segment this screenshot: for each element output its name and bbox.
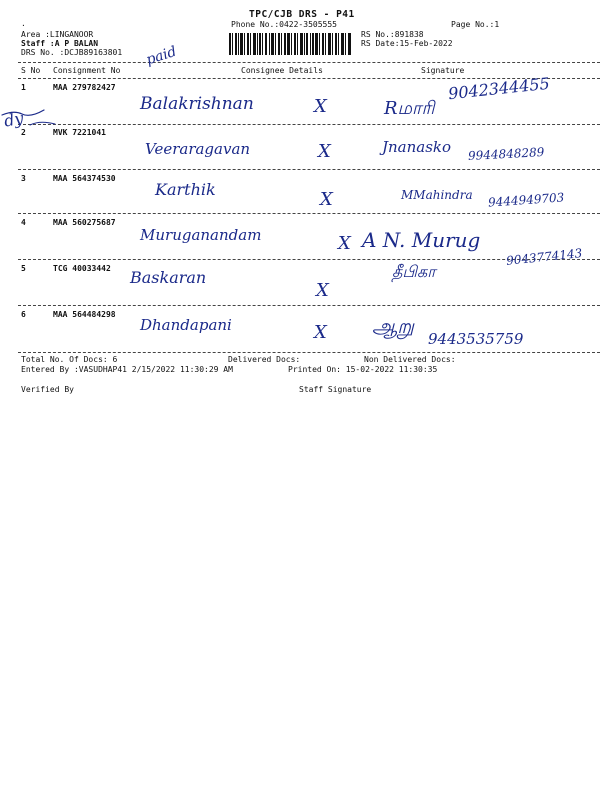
- entered-by: Entered By :VASUDHAP41 2/15/2022 11:30:29 AM: [21, 365, 233, 374]
- row-1-phone: 9042344455: [447, 73, 551, 104]
- row-4-consignment: MAA 560275687: [53, 218, 116, 227]
- staff-signature-label: Staff Signature: [299, 385, 372, 394]
- row-5-consignment: TCG 40033442: [53, 264, 111, 273]
- page-number: Page No.:1: [451, 20, 500, 29]
- row-6-signature: ஆறு: [372, 314, 415, 338]
- top-margin-note: paid: [144, 43, 179, 69]
- row-4-sno: 4: [21, 218, 26, 227]
- delivered-docs: Delivered Docs:: [228, 355, 301, 364]
- row-5-divider: [18, 305, 600, 306]
- barcode-icon: [229, 33, 351, 55]
- rs-number: RS No.:891838: [361, 30, 424, 39]
- row-4-mark: X: [338, 233, 351, 254]
- area-label: Area :LINGANOOR: [21, 30, 94, 39]
- row-6-consignment: MAA 564484298: [53, 310, 116, 319]
- row-1-consignee-name: Balakrishnan: [140, 94, 254, 114]
- row-3-consignment: MAA 564374530: [53, 174, 116, 183]
- total-docs: Total No. Of Docs: 6: [21, 355, 118, 364]
- rs-date: RS Date:15-Feb-2022: [361, 39, 453, 48]
- phone-number: Phone No.:0422-3505555: [231, 20, 337, 29]
- row-6-consignee-name: Dhandapani: [140, 316, 232, 334]
- staff-label: Staff :A P BALAN: [21, 39, 99, 48]
- row-1-mark: X: [314, 96, 327, 117]
- col-consignment: Consignment No: [53, 66, 121, 75]
- row-6-phone: 9443535759: [428, 330, 524, 348]
- row-5-consignee-name: Baskaran: [130, 268, 207, 287]
- col-sno: S No: [21, 66, 41, 75]
- row-2-mark: X: [318, 141, 331, 162]
- row-6-sno: 6: [21, 310, 26, 319]
- row-4-signature: A N. Murug: [362, 228, 481, 252]
- row-4-consignee-name: Muruganandam: [140, 226, 262, 244]
- row-6-mark: X: [314, 322, 327, 343]
- row-2-consignee-name: Veeraragavan: [145, 140, 251, 158]
- row-5-signature: தீபிகா: [392, 262, 436, 281]
- non-delivered-docs: Non Delivered Docs:: [364, 355, 456, 364]
- drs-number: DRS No. :DCJB89163801: [21, 48, 123, 57]
- row-3-signature: MMahindra: [401, 188, 473, 202]
- row-3-consignee-name: Karthik: [155, 180, 216, 199]
- row-2-signature: Jnanasko: [382, 138, 452, 156]
- printed-on: Printed On: 15-02-2022 11:30:35: [288, 365, 438, 374]
- row-5-sno: 5: [21, 264, 26, 273]
- row-1-sno: 1: [21, 83, 26, 92]
- header-divider-top: [18, 62, 600, 63]
- row-3-mark: X: [320, 189, 333, 210]
- report-title: TPC/CJB DRS - P41: [249, 9, 355, 20]
- col-consignee: Consignee Details: [241, 66, 323, 75]
- row-3-divider: [18, 213, 600, 214]
- col-signature: Signature: [421, 66, 465, 75]
- row-2-divider: [18, 169, 600, 170]
- row-5-phone: 9043774143: [505, 246, 583, 268]
- row-5-mark: X: [316, 280, 329, 301]
- row-2-consignment: MVK 7221041: [53, 128, 106, 137]
- row-1-signature: Rமாரி: [384, 98, 435, 119]
- row-6-divider: [18, 352, 600, 353]
- row-3-phone: 9444949703: [487, 190, 565, 210]
- row-3-sno: 3: [21, 174, 26, 183]
- verified-by: Verified By: [21, 385, 74, 394]
- row-2-phone: 9944848289: [467, 145, 545, 163]
- top-dot: .: [21, 19, 26, 28]
- left-margin-note: dy: [2, 108, 25, 131]
- row-1-divider: [18, 124, 600, 125]
- row-1-consignment: MAA 279782427: [53, 83, 116, 92]
- row-2-sno: 2: [21, 128, 26, 137]
